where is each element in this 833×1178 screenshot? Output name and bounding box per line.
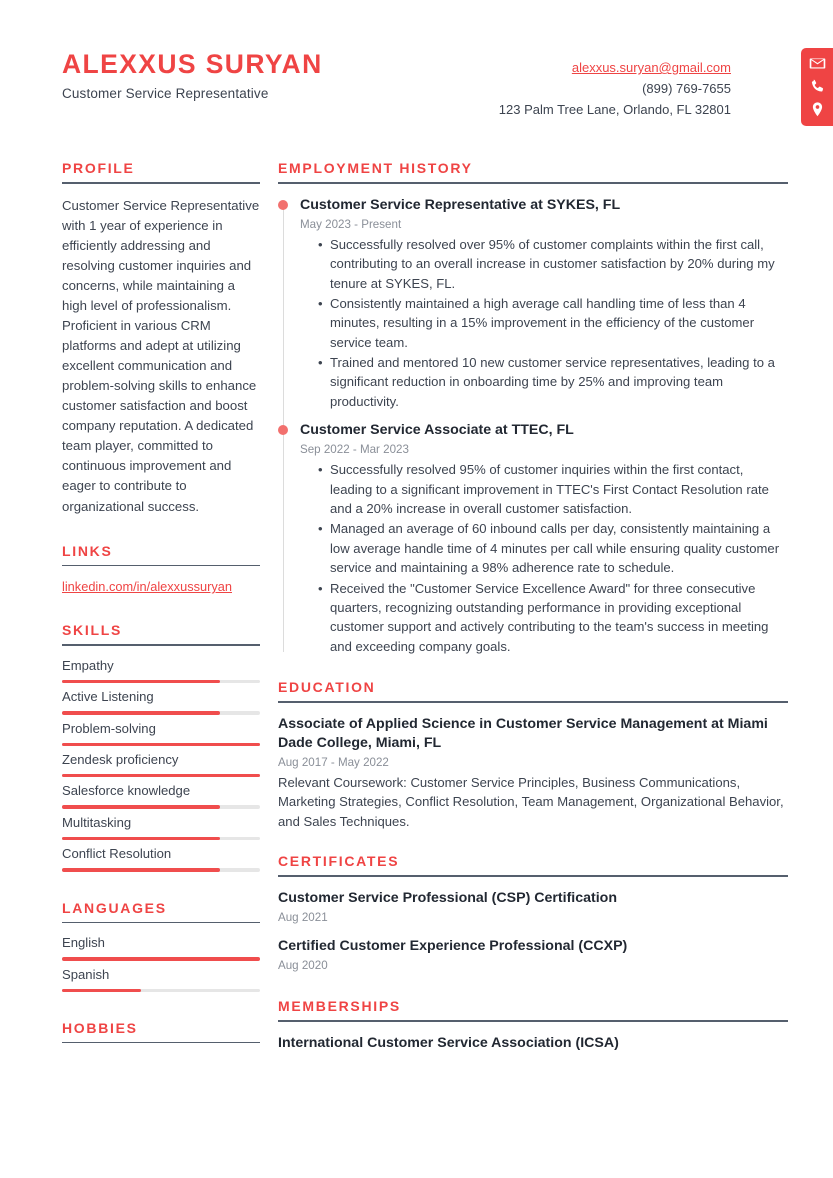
identity-block — [62, 50, 323, 101]
skill-level-bar — [62, 680, 260, 683]
employment-date: May 2023 - Present — [300, 217, 402, 231]
contact-address: 123 Palm Tree Lane, Orlando, FL 32801 — [498, 102, 731, 118]
employment-bullets — [300, 460, 788, 656]
contact-phone: (899) 769-7655 — [642, 81, 731, 97]
language-item — [62, 967, 260, 992]
memberships-list — [278, 1034, 788, 1053]
timeline-dot-icon — [278, 425, 288, 435]
certificate-title: Customer Service Professional (CSP) Certification — [278, 889, 618, 906]
skill-item — [62, 658, 260, 683]
skill-label: Multitasking — [62, 814, 132, 830]
language-label: Spanish — [62, 966, 110, 982]
divider — [62, 922, 260, 924]
education-list — [278, 715, 788, 831]
section-employment-history — [278, 160, 788, 656]
employment-entry — [300, 421, 788, 656]
candidate-job-title: Customer Service Representative — [62, 86, 269, 102]
language-level-fill — [62, 989, 141, 992]
skill-level-bar — [62, 868, 260, 871]
candidate-name: ALEXXUS SURYAN — [62, 49, 323, 79]
skill-level-bar — [62, 774, 260, 777]
skill-level-fill — [62, 805, 220, 808]
right-column — [278, 160, 833, 1055]
section-skills — [62, 622, 260, 871]
section-title-education: EDUCATION — [278, 679, 376, 696]
employment-bullet: • Consistently maintained a high average call handling time of less than 4 minutes, resulting in a 15% improvement in the efficiency of the customer service team. — [318, 294, 788, 352]
section-title-links: LINKS — [62, 542, 113, 559]
skill-item — [62, 846, 260, 871]
certificate-date: Aug 2020 — [278, 959, 328, 973]
employment-entry — [300, 196, 788, 412]
employment-bullets — [300, 235, 788, 411]
language-item — [62, 935, 260, 960]
link-linkedin[interactable]: linkedin.com/in/alexxussuryan — [62, 579, 232, 595]
divider — [278, 182, 788, 184]
contact-details — [499, 50, 773, 120]
language-label: English — [62, 935, 105, 951]
certificate-date: Aug 2021 — [278, 910, 328, 924]
employment-title: Customer Service Representative at SYKES, FL — [300, 196, 621, 213]
skill-label: Problem-solving — [62, 720, 156, 736]
section-profile — [62, 160, 260, 517]
skills-list — [62, 658, 260, 872]
section-education — [278, 679, 788, 831]
certificate-entry — [278, 889, 788, 924]
resume-body — [0, 160, 833, 1055]
certificate-title: Certified Customer Experience Professional (CCXP) — [278, 937, 628, 954]
skill-level-bar — [62, 805, 260, 808]
certificate-entry — [278, 937, 788, 972]
resume-header — [0, 0, 833, 120]
employment-bullet: • Trained and mentored 10 new customer service representatives, leading to a significant reduction in onboarding time by 25% and improving team productivity. — [318, 353, 788, 411]
divider — [278, 875, 788, 877]
divider — [278, 701, 788, 703]
membership-title: International Customer Service Association (ICSA) — [278, 1034, 619, 1051]
profile-text: Customer Service Representative with 1 year of experience in efficiently addressing and resolving customer inquiries and concerns, while maintaining a high level of professionalism. Proficient in various CRM platforms and adept at utilizing excellent communication and problem-solving skills to enhance customer satisfaction and boost company reputation. A dedicated team player, committed to continuous improvement and eager to contribute to organizational success. — [62, 197, 260, 514]
skill-label: Active Listening — [62, 689, 154, 705]
skill-label: Zendesk proficiency — [62, 751, 179, 767]
skill-level-fill — [62, 680, 220, 683]
skill-item — [62, 783, 260, 808]
section-title-skills: SKILLS — [62, 622, 122, 639]
education-date: Aug 2017 - May 2022 — [278, 756, 389, 769]
skill-level-bar — [62, 743, 260, 746]
section-certificates — [278, 853, 788, 972]
section-title-memberships: MEMBERSHIPS — [278, 998, 401, 1015]
section-memberships — [278, 998, 788, 1053]
languages-list — [62, 935, 260, 992]
employment-title: Customer Service Associate at TTEC, FL — [300, 422, 574, 439]
employment-bullet: • Successfully resolved over 95% of customer complaints within the first call, contributing to an overall increase in customer satisfaction by 20% during my tenure at SYKES, FL. — [318, 235, 788, 293]
skill-level-fill — [62, 743, 260, 746]
language-level-bar — [62, 989, 260, 992]
divider — [62, 644, 260, 646]
employment-bullet: • Managed an average of 60 inbound calls per day, consistently maintaining a low average handle time of 4 minutes per call while ensuring quality customer service and maintaining a 98% adherence rate to schedule. — [318, 519, 788, 577]
membership-entry — [278, 1034, 788, 1053]
divider — [62, 1042, 260, 1044]
skill-item — [62, 721, 260, 746]
employment-date: Sep 2022 - Mar 2023 — [300, 443, 409, 457]
skill-level-fill — [62, 868, 220, 871]
divider — [62, 182, 260, 184]
skill-item — [62, 815, 260, 840]
section-languages — [62, 900, 260, 992]
section-title-certificates: CERTIFICATES — [278, 853, 400, 870]
certificates-list — [278, 889, 788, 972]
skill-level-bar — [62, 711, 260, 714]
contact-email[interactable]: alexxus.suryan@gmail.com — [571, 60, 731, 75]
education-entry — [278, 715, 788, 831]
section-title-profile: PROFILE — [62, 160, 135, 176]
skill-level-fill — [62, 837, 220, 840]
section-title-hobbies: HOBBIES — [62, 1019, 138, 1036]
employment-timeline — [278, 196, 788, 656]
divider — [62, 565, 260, 567]
education-title: Associate of Applied Science in Customer Service Management at Miami Dade College, Miami, FL — [278, 715, 768, 751]
section-links — [62, 543, 260, 597]
employment-bullet: • Successfully resolved 95% of customer inquiries within the first contact, leading to a significant improvement in TTEC's First Contact Resolution rate and a 20% increase in overall customer satisfaction. — [318, 460, 788, 518]
education-description: Relevant Coursework: Customer Service Principles, Business Communications, Marketing Strategies, Conflict Resolution, Team Management, Organizational Behavior, and Sales Techniques. — [278, 775, 784, 829]
language-level-bar — [62, 957, 260, 960]
skill-label: Salesforce knowledge — [62, 783, 191, 799]
skill-item — [62, 752, 260, 777]
left-column — [0, 160, 278, 1055]
skill-level-bar — [62, 837, 260, 840]
employment-bullet: • Received the "Customer Service Excellence Award" for three consecutive quarters, recognizing outstanding performance in providing exceptional customer support and actively contributing to the team's success in meeting and exceeding company goals. — [318, 579, 788, 657]
divider — [278, 1020, 788, 1022]
skill-label: Empathy — [62, 657, 114, 673]
language-level-fill — [62, 957, 260, 960]
section-title-languages: LANGUAGES — [62, 899, 167, 916]
section-title-employment: EMPLOYMENT HISTORY — [278, 160, 473, 176]
skill-label: Conflict Resolution — [62, 846, 172, 862]
skill-level-fill — [62, 774, 260, 777]
skill-item — [62, 689, 260, 714]
skill-level-fill — [62, 711, 220, 714]
section-hobbies — [62, 1020, 260, 1044]
timeline-dot-icon — [278, 200, 288, 210]
